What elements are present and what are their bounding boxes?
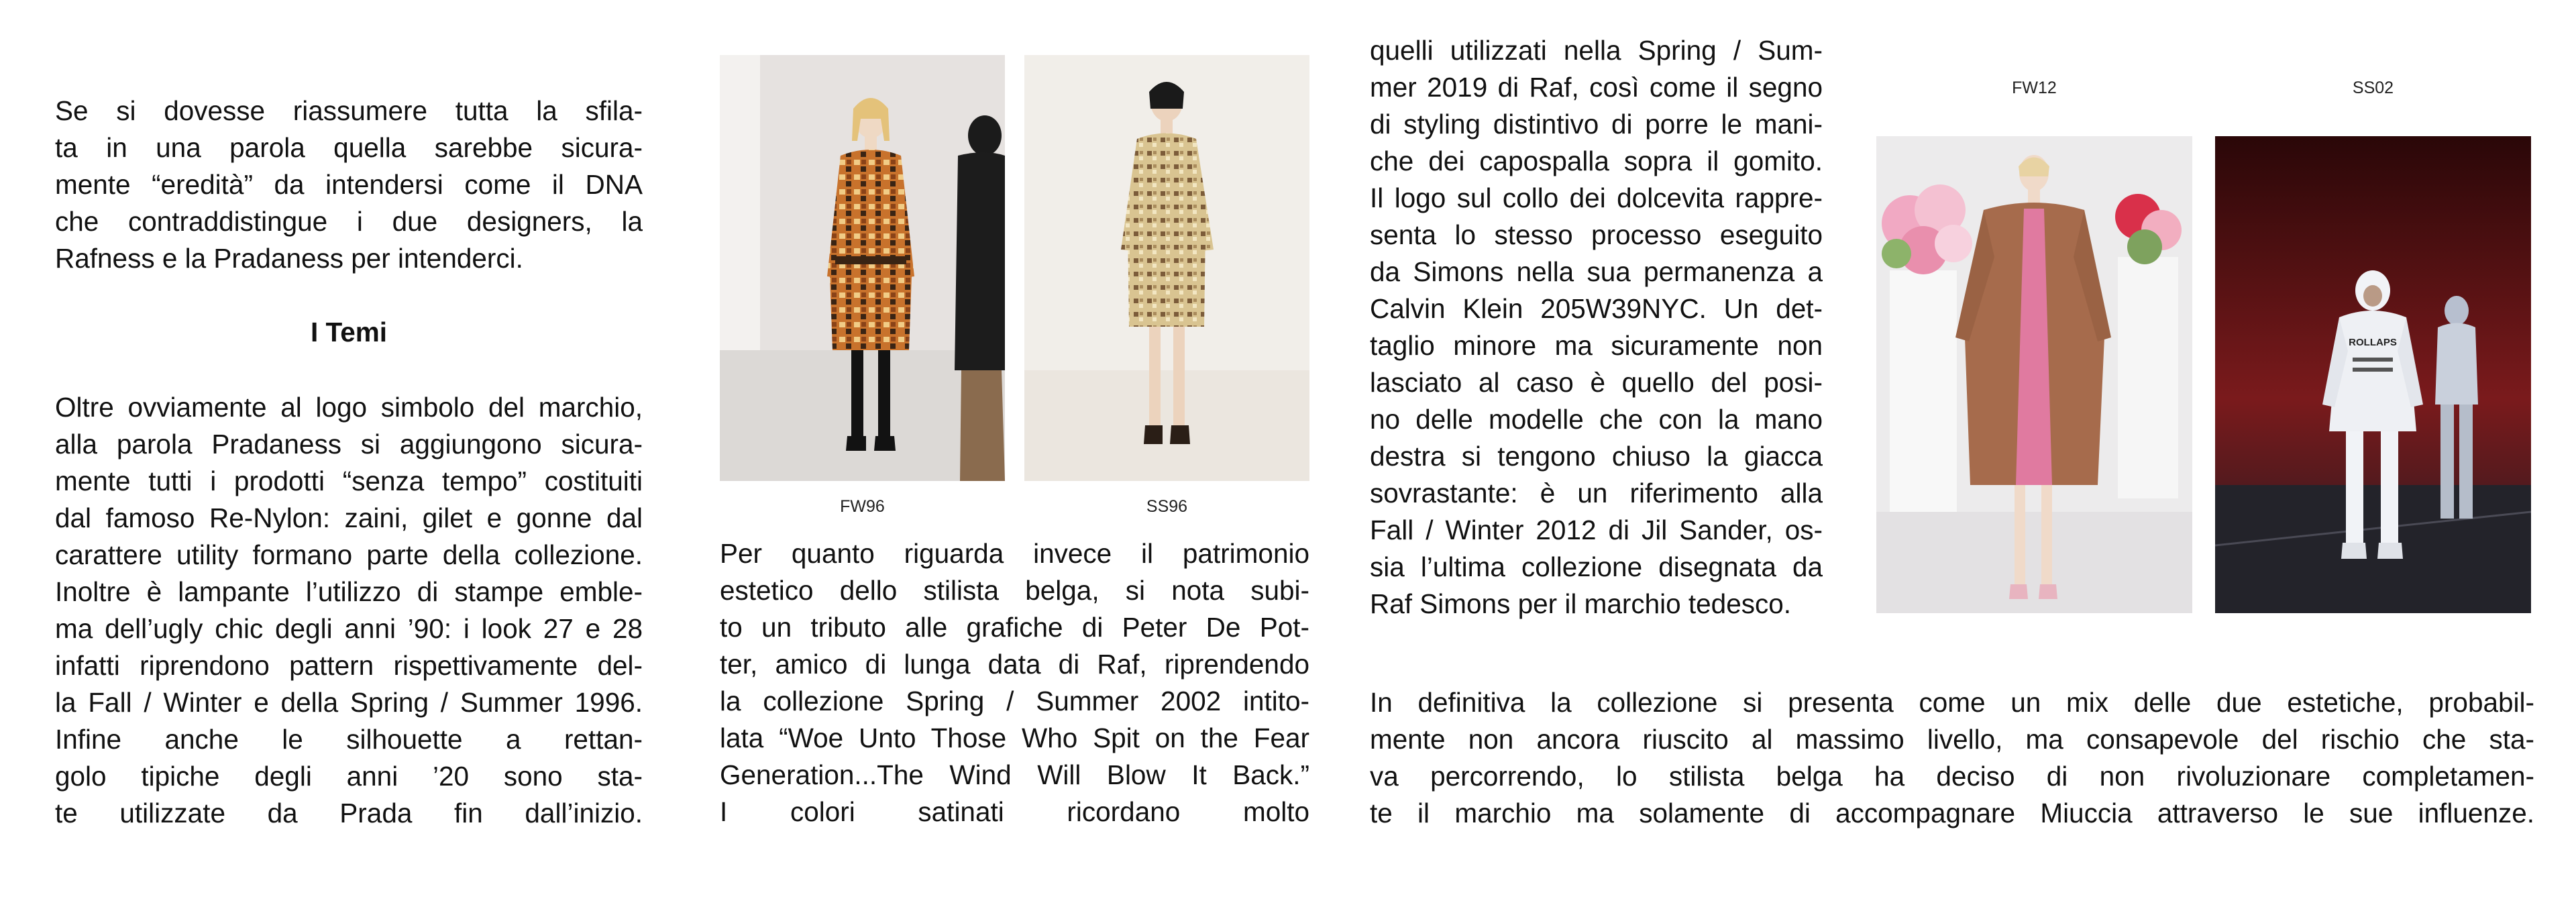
intro-line: che contraddistingue i due designers, la xyxy=(55,206,643,237)
section-heading-wrap xyxy=(55,314,643,351)
ss02-runway-photo xyxy=(2215,136,2531,613)
body-line: I colori satinati ricordano molto xyxy=(720,796,1309,827)
body-line: va percorrendo, lo stilista belga ha deciso di non rivoluzionare completamen- xyxy=(1370,761,2534,792)
body-line: Infine anche le silhouette a rettan- xyxy=(55,724,643,755)
body-line: Generation...The Wind Will Blow It Back.” xyxy=(720,759,1309,790)
fw96-caption: FW96 xyxy=(840,497,885,516)
intro-line: Rafness e la Pradaness per intenderci. xyxy=(55,243,523,274)
section-heading: I Temi xyxy=(310,317,388,347)
body-line: di styling distintivo di porre le mani- xyxy=(1370,109,1823,140)
body-line: golo tipiche degli anni ’20 sono sta- xyxy=(55,761,643,792)
conclusion-block xyxy=(1370,684,2534,832)
ss96-caption: SS96 xyxy=(1146,497,1188,516)
ss02-caption: SS02 xyxy=(2352,78,2394,97)
intro-line: Se si dovesse riassumere tutta la sfila- xyxy=(55,95,643,126)
body-line: destra si tengono chiuso la giacca xyxy=(1370,441,1823,472)
styling-column xyxy=(1370,32,1823,623)
body-line: alla parola Pradaness si aggiungono sicura- xyxy=(55,429,643,460)
heritage-column xyxy=(720,535,1309,830)
body-line: to un tributo alle grafiche di Peter De Pot- xyxy=(720,612,1309,643)
body-line: Oltre ovviamente al logo simbolo del marchio, xyxy=(55,392,643,423)
intro-column xyxy=(55,93,643,277)
body-line: lasciato al caso è quello del posi- xyxy=(1370,367,1823,398)
body-line: ter, amico di lunga data di Raf, riprendendo xyxy=(720,649,1309,680)
body-line: lata “Woe Unto Those Who Spit on the Fear xyxy=(720,722,1309,753)
body-line: mer 2019 di Raf, così come il segno xyxy=(1370,72,1823,103)
body-line: mente tutti i prodotti “senza tempo” costituiti xyxy=(55,466,643,496)
intro-line: mente “eredità” da intendersi come il DNA xyxy=(55,169,643,200)
body-line: la Fall / Winter e della Spring / Summer 1996. xyxy=(55,687,643,718)
body-line: senta lo stesso processo eseguito xyxy=(1370,219,1823,250)
body-line: sovrastante: è un riferimento alla xyxy=(1370,478,1823,508)
ss96-runway-photo xyxy=(1024,55,1309,481)
body-line: da Simons nella sua permanenza a xyxy=(1370,256,1823,287)
body-line: dal famoso Re-Nylon: zaini, gilet e gonne dal xyxy=(55,502,643,533)
body-line: sia l’ultima collezione disegnata da xyxy=(1370,551,1823,582)
fw96-runway-photo xyxy=(720,55,1005,481)
body-line: taglio minore ma sicuramente non xyxy=(1370,330,1823,361)
body-line: te utilizzate da Prada fin dall’inizio. xyxy=(55,798,643,828)
body-line: Raf Simons per il marchio tedesco. xyxy=(1370,588,1792,619)
body-line: Inoltre è lampante l’utilizzo di stampe emble- xyxy=(55,576,643,607)
body-line: Il logo sul collo dei dolcevita rappre- xyxy=(1370,182,1823,213)
fw12-runway-photo xyxy=(1876,136,2192,613)
body-line: la collezione Spring / Summer 2002 intito- xyxy=(720,686,1309,716)
body-line: mente non ancora riuscito al massimo livello, ma consapevole del rischio che sta- xyxy=(1370,724,2534,755)
body-line: carattere utility formano parte della collezione. xyxy=(55,539,643,570)
body-line: Calvin Klein 205W39NYC. Un det- xyxy=(1370,293,1823,324)
body-line: infatti riprendono pattern rispettivamente del- xyxy=(55,650,643,681)
body-line: Per quanto riguarda invece il patrimonio xyxy=(720,538,1309,569)
intro-line: ta in una parola quella sarebbe sicura- xyxy=(55,132,643,163)
ss02-sweatshirt-print: ROLLAPS xyxy=(2349,337,2397,348)
temi-column xyxy=(55,389,643,832)
body-line: estetico dello stilista belga, si nota subi- xyxy=(720,575,1309,606)
body-line: te il marchio ma solamente di accompagnare Miuccia attraverso le sue influenze. xyxy=(1370,798,2534,828)
body-line: no delle modelle che con la mano xyxy=(1370,404,1823,435)
body-line: che dei capospalla sopra il gomito. xyxy=(1370,146,1823,176)
body-line: quelli utilizzati nella Spring / Sum- xyxy=(1370,35,1823,66)
fw12-caption: FW12 xyxy=(2012,78,2057,97)
body-line: ma dell’ugly chic degli anni ’90: i look 27 e 28 xyxy=(55,613,643,644)
body-line: In definitiva la collezione si presenta come un mix delle due estetiche, probabil- xyxy=(1370,687,2534,718)
body-line: Fall / Winter 2012 di Jil Sander, os- xyxy=(1370,515,1823,545)
